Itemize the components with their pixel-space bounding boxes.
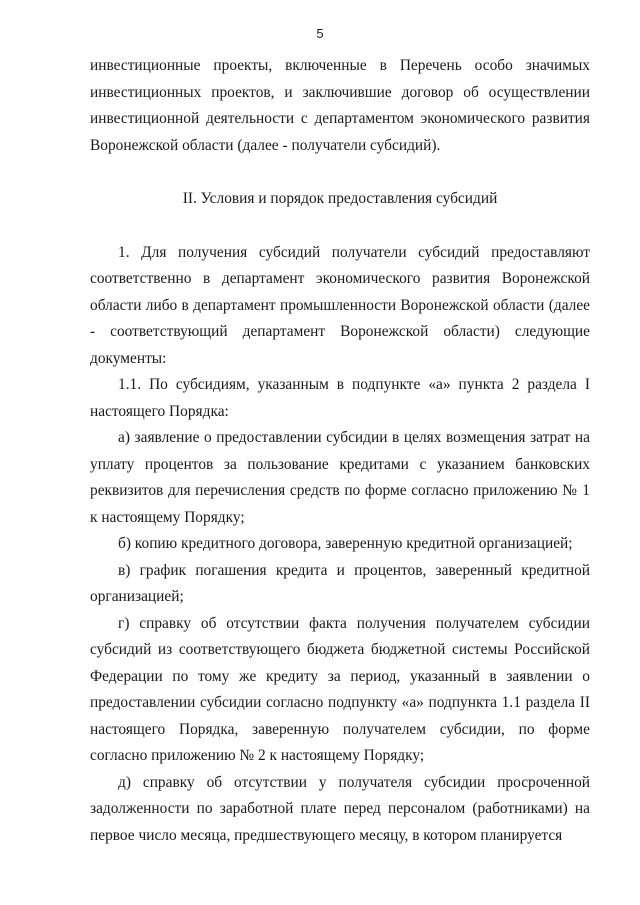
paragraph-a: а) заявление о предоставлении субсидии в целях возмещения затрат на уплату процентов за пользование кредитами с указанием банковских реквизитов для перечисления средств по форме согласно приложению № 1 к настоящему Порядку; [90, 429, 590, 526]
paragraph-1: 1. Для получения субсидий получатели субсидий предоставляют соответственно в департамент экономического развития Воронежской области либо в департамент промышленности Воронежской области (далее - соответствующий департамент Воронежской области) следующие документы: [90, 243, 590, 367]
paragraph-d: д) справку об отсутствии у получателя субсидии просроченной задолженности по заработной плате перед персоналом (работниками) на первое число месяца, предшествующего месяцу, в котором планируется [90, 773, 590, 844]
paragraph-b: б) копию кредитного договора, заверенную кредитной организацией; [118, 535, 573, 552]
intro-paragraph: инвестиционные проекты, включенные в Перечень особо значимых инвестиционных проектов, и заключившие договор об осуществлении инвестиционной деятельности с департаментом экономического развития Воронежской области (далее - получатели субсидий). [90, 57, 590, 154]
document-body [90, 53, 590, 849]
paragraph-v: в) график погашения кредита и процентов, заверенный кредитной организацией; [90, 561, 590, 605]
section-heading: II. Условия и порядок предоставления субсидий [182, 190, 498, 207]
page-number: 5 [316, 26, 324, 41]
paragraph-1-1: 1.1. По субсидиям, указанным в подпункте «а» пункта 2 раздела I настоящего Порядка: [90, 376, 590, 420]
paragraph-g: г) справку об отсутствии факта получения получателем субсидии субсидий из соответствующего бюджета бюджетной системы Российской Федерации по тому же кредиту за период, указанный в заявлении о предоставлении субсидии согласно подпункту «а» подпункта 1.1 раздела II настоящего Порядка, заверенную получателем субсидии, по форме согласно приложению № 2 к настоящему Порядку; [90, 614, 590, 764]
